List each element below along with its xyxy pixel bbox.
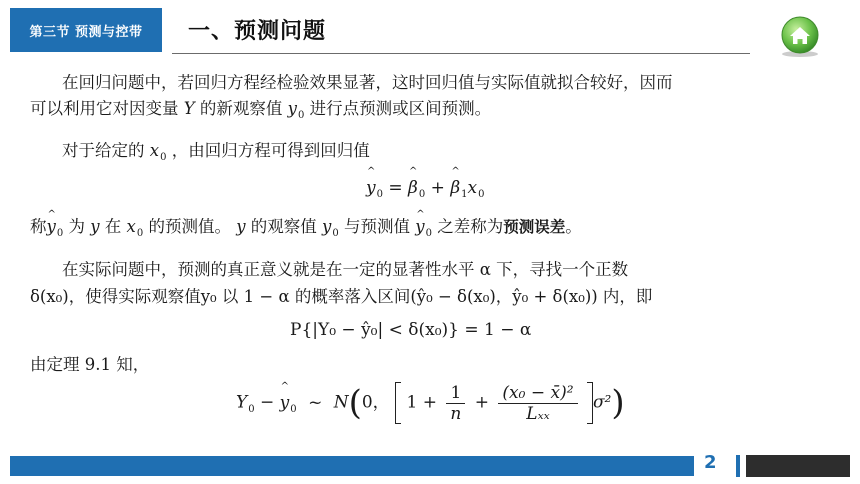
home-button[interactable] [776, 14, 824, 58]
paragraph-2: 对于给定的 $x_0$ ，由回归方程可得到回归值 [62, 141, 370, 163]
title-divider [172, 53, 750, 54]
paragraph-1-line-1: 在回归问题中，若回归方程经检验效果显著，这时回归值与实际值就拟合较好，因而 [62, 73, 673, 92]
footer-marker [736, 455, 740, 477]
paragraph-1-line-2: 可以利用它对因变量 Y 的新观察值 $y_0$ 进行点预测或区间预测。 [30, 99, 492, 121]
footer-bar [10, 456, 694, 476]
distribution-formula: $Y_0$ − ^ $y_0$ ~ N(0， 1 + $\frac{1}{n}$ + $\frac{\text{(x₀ − x̄)²}}{\text{Lₓₓ}}$ σ²) [236, 382, 625, 438]
home-icon [776, 14, 824, 58]
probability-equation: P{|Y₀ − ŷ₀| < δ(x₀)} = 1 − α [290, 320, 532, 340]
paragraph-5: 由定理 9.1 知， [30, 355, 150, 374]
regression-equation: ^ $y_0$ = ^ $\beta_0$ + ^ $\beta_1x_0$ [366, 178, 484, 198]
paragraph-4-line-2: δ(x₀)，使得实际观察值y₀ 以 1 − α 的概率落入区间(ŷ₀ − δ(x₀)，ŷ₀ + δ(x₀)) 内，即 [30, 287, 653, 306]
paragraph-3: 称^ $y_0$ 为 y 在 $x_0$ 的预测值。 y 的观察值 $y_0$ 与预测值 ^ $y_0$ 之差称为预测误差。 [30, 214, 582, 243]
page-number: 2 [704, 452, 717, 473]
paragraph-4-line-1: 在实际问题中，预测的真正意义就是在一定的显著性水平 α 下，寻找一个正数 [62, 260, 629, 279]
page-title: 一、预测问题 [188, 19, 327, 44]
term-prediction-error: 预测误差 [503, 218, 566, 236]
footer-dark-block [746, 455, 850, 477]
section-tag: 第三节 预测与控带 [10, 8, 162, 52]
